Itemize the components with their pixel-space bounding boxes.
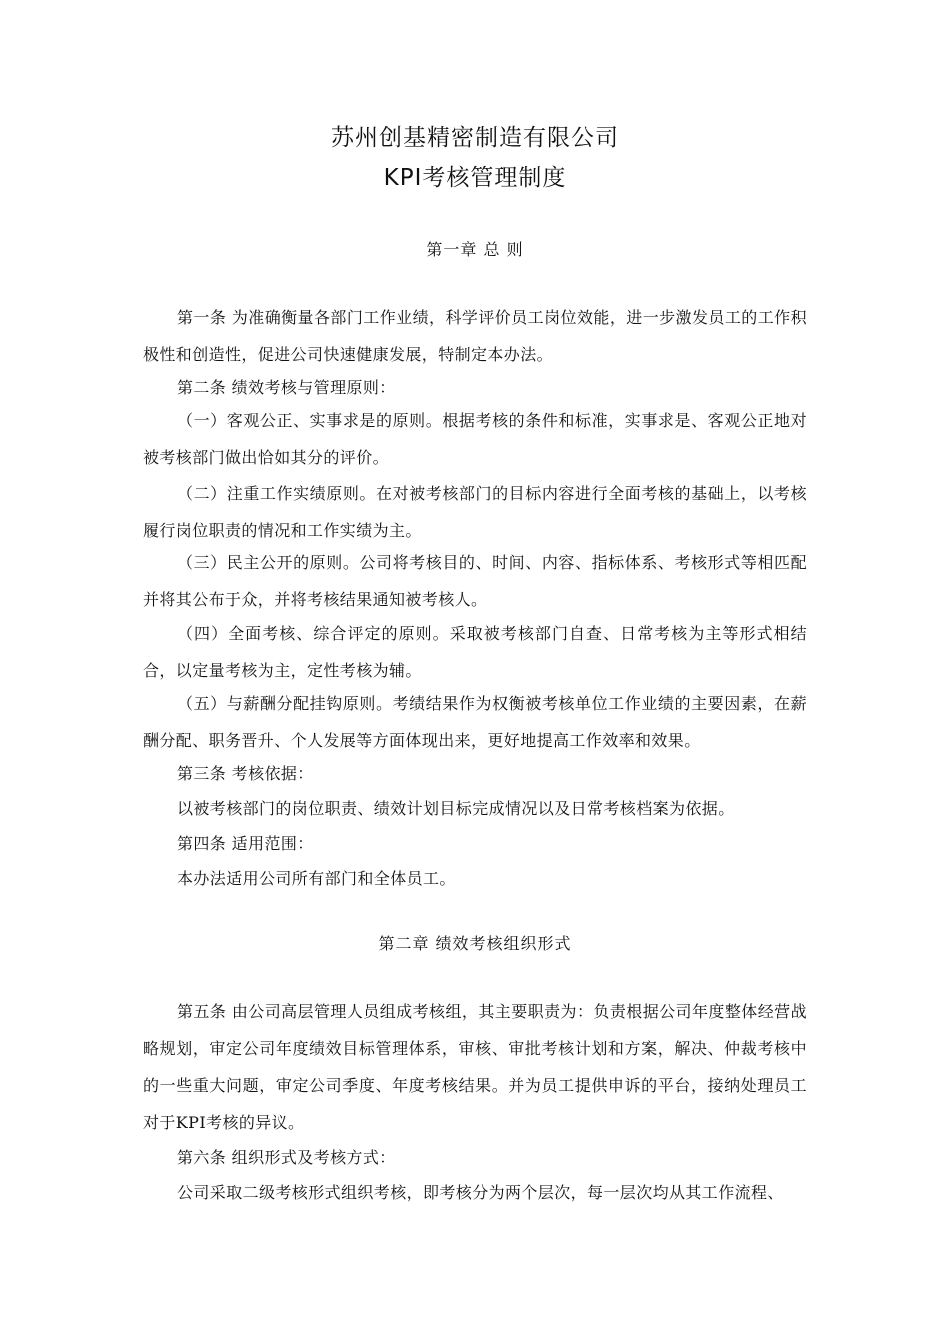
- paragraph-principle-5: （五）与薪酬分配挂钩原则。考绩结果作为权衡被考核单位工作业绩的主要因素，在薪酬分配、职务晋升、个人发展等方面体现出来，更好地提高工作效率和效果。: [143, 694, 807, 750]
- paragraph-principle-3: （三）民主公开的原则。公司将考核目的、时间、内容、指标体系、考核形式等相匹配并将其公布于众，并将考核结果通知被考核人。: [143, 553, 807, 609]
- paragraph-principle-1: （一）客观公正、实事求是的原则。根据考核的条件和标准，实事求是、客观公正地对被考核部门做出恰如其分的评价。: [143, 411, 807, 467]
- document-title: KPI考核管理制度: [383, 165, 567, 191]
- chapter-1-heading: 第一章 总 则: [426, 240, 524, 259]
- paragraph-article-4: 第四条 适用范围：: [177, 834, 314, 853]
- paragraph-basis: 以被考核部门的岗位职责、绩效计划目标完成情况以及日常考核档案为依据。: [177, 799, 735, 818]
- paragraph-principle-4: （四）全面考核、综合评定的原则。采取被考核部门自查、日常考核为主等形式相结合，以定量考核为主，定性考核为辅。: [143, 624, 807, 680]
- paragraph-article-1: 第一条 为准确衡量各部门工作业绩，科学评价员工岗位效能，进一步激发员工的工作积极性和创造性，促进公司快速健康发展，特制定本办法。: [143, 308, 807, 364]
- paragraph-scope: 本办法适用公司所有部门和全体员工。: [177, 869, 456, 888]
- paragraph-article-5: 第五条 由公司高层管理人员组成考核组，其主要职责为：负责根据公司年度整体经营战略规划，审定公司年度绩效目标管理体系，审核、审批考核计划和方案，解决、仲裁考核中的一些重大问题，审定公司季度、年度考核结果。并为员工提供申诉的平台，接纳处理员工对于KPI考核的异议。: [143, 1002, 807, 1132]
- paragraph-article-3: 第三条 考核依据：: [177, 764, 314, 783]
- paragraph-article-2: 第二条 绩效考核与管理原则：: [177, 378, 396, 397]
- paragraph-article-6: 第六条 组织形式及考核方式：: [177, 1148, 396, 1167]
- paragraph-two-level: 公司采取二级考核形式组织考核，即考核分为两个层次，每一层次均从其工作流程、: [177, 1183, 784, 1202]
- chapter-2-heading: 第二章 绩效考核组织形式: [378, 934, 572, 953]
- paragraph-principle-2: （二）注重工作实绩原则。在对被考核部门的目标内容进行全面考核的基础上，以考核履行岗位职责的情况和工作实绩为主。: [143, 484, 807, 540]
- company-title: 苏州创基精密制造有限公司: [331, 125, 619, 151]
